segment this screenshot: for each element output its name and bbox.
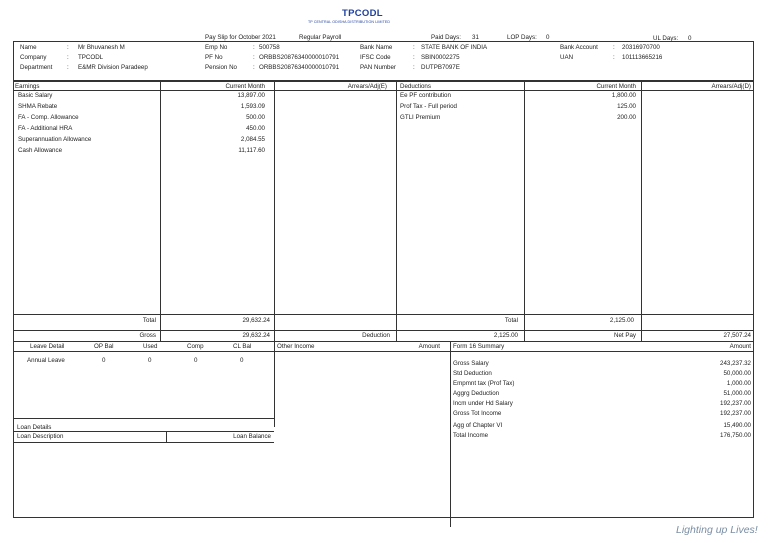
form16-row bbox=[453, 400, 751, 407]
earning-row bbox=[18, 103, 265, 110]
bank-account-colon: : bbox=[613, 44, 615, 51]
form16-amount: 1,000.00 bbox=[726, 380, 751, 387]
paid-days-label: Paid Days: bbox=[431, 34, 461, 41]
leave-detail-header: Leave Detail bbox=[30, 343, 65, 350]
divider bbox=[13, 442, 274, 443]
emp-no-value: 500758 bbox=[259, 44, 280, 51]
earnings-current-header: Current Month bbox=[225, 83, 265, 90]
form16-amount: 50,000.00 bbox=[723, 370, 751, 377]
form16-label: Agg of Chapter VI bbox=[453, 422, 503, 429]
deduction-amount: 1,800.00 bbox=[611, 92, 636, 99]
employee-company: TPCODL bbox=[78, 54, 104, 61]
pan-colon: : bbox=[413, 64, 415, 71]
uan-label: UAN bbox=[560, 54, 574, 61]
uan-value: 101113665216 bbox=[622, 54, 663, 61]
department-label: Department bbox=[20, 64, 53, 71]
divider bbox=[13, 431, 274, 432]
form16-header: Form 16 Summary bbox=[453, 343, 505, 350]
pf-no-label: PF No bbox=[205, 54, 223, 61]
deduction-value: 2,125.00 bbox=[493, 332, 518, 339]
divider bbox=[396, 81, 397, 341]
deduction-label: Deduction bbox=[362, 332, 390, 339]
form16-amount: 243,237.32 bbox=[720, 360, 751, 367]
earning-row bbox=[18, 147, 265, 154]
company-logo-title: TPCODL bbox=[342, 8, 383, 19]
leave-used: 0 bbox=[148, 357, 152, 364]
emp-no-colon: : bbox=[253, 44, 255, 51]
employee-name: Mr Bhuvanesh M bbox=[78, 44, 125, 51]
gross-value: 29,632.24 bbox=[242, 332, 270, 339]
earning-label: Cash Allowance bbox=[18, 147, 63, 154]
form16-row bbox=[453, 390, 751, 397]
leave-cl-bal: 0 bbox=[240, 357, 244, 364]
earning-row bbox=[18, 136, 265, 143]
net-pay-value: 27,507.24 bbox=[723, 332, 751, 339]
paid-days-value: 31 bbox=[472, 34, 479, 41]
form16-label: Aggrg Deduction bbox=[453, 390, 500, 397]
earnings-total-label: Total bbox=[142, 317, 156, 324]
uan-colon: : bbox=[613, 54, 615, 61]
form16-row bbox=[453, 360, 751, 367]
payroll-type: Regular Payroll bbox=[299, 34, 342, 41]
earning-row bbox=[18, 125, 265, 132]
deductions-total-value: 2,125.00 bbox=[609, 317, 634, 324]
earning-amount: 11,117.60 bbox=[238, 147, 265, 154]
deduction-amount: 125.00 bbox=[617, 103, 636, 110]
earning-row bbox=[18, 92, 265, 99]
earning-amount: 2,084.55 bbox=[240, 136, 265, 143]
earnings-arrears-header: Arrears/Adj(E) bbox=[347, 83, 387, 90]
gross-label: Gross bbox=[139, 332, 156, 339]
bank-name-label: Bank Name bbox=[360, 44, 393, 51]
ul-days-value: 0 bbox=[688, 35, 692, 42]
ifsc-colon: : bbox=[413, 54, 415, 61]
divider bbox=[274, 81, 275, 341]
deduction-label: Ee PF contribution bbox=[400, 92, 451, 99]
divider bbox=[13, 314, 754, 315]
leave-clbal-header: CL Bal bbox=[233, 343, 252, 350]
deductions-header: Deductions bbox=[400, 83, 431, 90]
bank-account-value: 20316970700 bbox=[622, 44, 660, 51]
name-label: Name bbox=[20, 44, 37, 51]
form16-row bbox=[453, 422, 751, 429]
loan-details-title: Loan Details bbox=[17, 424, 52, 431]
bank-account-label: Bank Account bbox=[560, 44, 598, 51]
bank-name-colon: : bbox=[413, 44, 415, 51]
other-income-amount-header: Amount bbox=[418, 343, 440, 350]
pan-value: DUTPB7097E bbox=[421, 64, 460, 71]
pension-no-value: ORBBS20876340000010791 bbox=[259, 64, 340, 71]
leave-opbal-header: OP Bal bbox=[94, 343, 114, 350]
divider bbox=[450, 341, 451, 527]
name-colon: : bbox=[67, 44, 69, 51]
earnings-header: Earnings bbox=[15, 83, 40, 90]
deduction-amount: 200.00 bbox=[617, 114, 636, 121]
form16-amount: 192,237.00 bbox=[720, 400, 751, 407]
lop-days-label: LOP Days: bbox=[507, 34, 537, 41]
form16-amount: 192,237.00 bbox=[720, 410, 751, 417]
loan-balance-header: Loan Balance bbox=[233, 433, 271, 440]
company-logo-subtitle: TP CENTRAL ODISHA DISTRIBUTION LIMITED bbox=[308, 20, 391, 24]
earning-label: FA - Additional HRA bbox=[18, 125, 73, 132]
earning-amount: 450.00 bbox=[246, 125, 265, 132]
net-pay-label: Net Pay bbox=[613, 332, 636, 339]
emp-no-label: Emp No bbox=[205, 44, 228, 51]
leave-used-header: Used bbox=[143, 343, 158, 350]
divider bbox=[166, 431, 167, 442]
form16-label: Std Deduction bbox=[453, 370, 492, 377]
form16-amount: 51,000.00 bbox=[723, 390, 751, 397]
divider bbox=[274, 341, 275, 427]
payslip-title: Pay Slip for October 2021 bbox=[205, 34, 276, 41]
form16-label: Empmnt tax (Prof Tax) bbox=[453, 380, 515, 387]
deduction-row bbox=[400, 114, 636, 121]
leave-type: Annual Leave bbox=[27, 357, 65, 364]
form16-label: Gross Tot Income bbox=[453, 410, 502, 417]
ul-days-label: UL Days: bbox=[653, 35, 679, 42]
earning-amount: 500.00 bbox=[246, 114, 265, 121]
form16-row bbox=[453, 432, 751, 439]
leave-comp-header: Comp bbox=[187, 343, 204, 350]
earning-amount: 1,593.09 bbox=[240, 103, 265, 110]
pan-label: PAN Number bbox=[360, 64, 396, 71]
pension-no-label: Pension No bbox=[205, 64, 237, 71]
department-colon: : bbox=[67, 64, 69, 71]
earning-label: SHMA Rebate bbox=[18, 103, 58, 110]
divider bbox=[13, 90, 754, 91]
pension-no-colon: : bbox=[253, 64, 255, 71]
deduction-row bbox=[400, 103, 636, 110]
deduction-row bbox=[400, 92, 636, 99]
form16-row bbox=[453, 370, 751, 377]
leave-op-bal: 0 bbox=[102, 357, 106, 364]
deductions-current-header: Current Month bbox=[596, 83, 636, 90]
deduction-label: Prof Tax - Full period bbox=[400, 103, 457, 110]
deduction-label: GTLI Premium bbox=[400, 114, 441, 121]
deductions-arrears-header: Arrears/Adj(D) bbox=[711, 83, 751, 90]
pf-no-value: ORBBS20876340000010791 bbox=[259, 54, 340, 61]
form16-label: Gross Salary bbox=[453, 360, 489, 367]
pf-no-colon: : bbox=[253, 54, 255, 61]
bank-name-value: STATE BANK OF INDIA bbox=[421, 44, 488, 51]
divider bbox=[13, 418, 274, 419]
form16-amount-header: Amount bbox=[729, 343, 751, 350]
earning-label: Superannuation Allowance bbox=[18, 136, 92, 143]
form16-amount: 176,750.00 bbox=[720, 432, 751, 439]
form16-amount: 15,490.00 bbox=[723, 422, 751, 429]
footer-tagline: Lighting up Lives! bbox=[676, 524, 758, 536]
leave-comp: 0 bbox=[194, 357, 198, 364]
form16-label: Total Income bbox=[453, 432, 489, 439]
earning-label: FA - Comp. Allowance bbox=[18, 114, 79, 121]
form16-label: Incm under Hd Salary bbox=[453, 400, 513, 407]
divider bbox=[13, 341, 754, 342]
lop-days-value: 0 bbox=[546, 34, 550, 41]
form16-row bbox=[453, 380, 751, 387]
loan-description-header: Loan Description bbox=[17, 433, 64, 440]
company-label: Company bbox=[20, 54, 47, 61]
ifsc-value: SBIN0002275 bbox=[421, 54, 460, 61]
earning-row bbox=[18, 114, 265, 121]
employee-department: E&MR Division Paradeep bbox=[78, 64, 148, 71]
form16-row bbox=[453, 410, 751, 417]
other-income-header: Other Income bbox=[277, 343, 315, 350]
earning-label: Basic Salary bbox=[18, 92, 53, 99]
deductions-total-label: Total bbox=[504, 317, 518, 324]
divider bbox=[641, 81, 642, 341]
ifsc-label: IFSC Code bbox=[360, 54, 391, 61]
earnings-total-value: 29,632.24 bbox=[242, 317, 270, 324]
divider bbox=[13, 351, 754, 352]
divider bbox=[13, 330, 754, 331]
earning-amount: 13,897.00 bbox=[237, 92, 265, 99]
company-colon: : bbox=[67, 54, 69, 61]
